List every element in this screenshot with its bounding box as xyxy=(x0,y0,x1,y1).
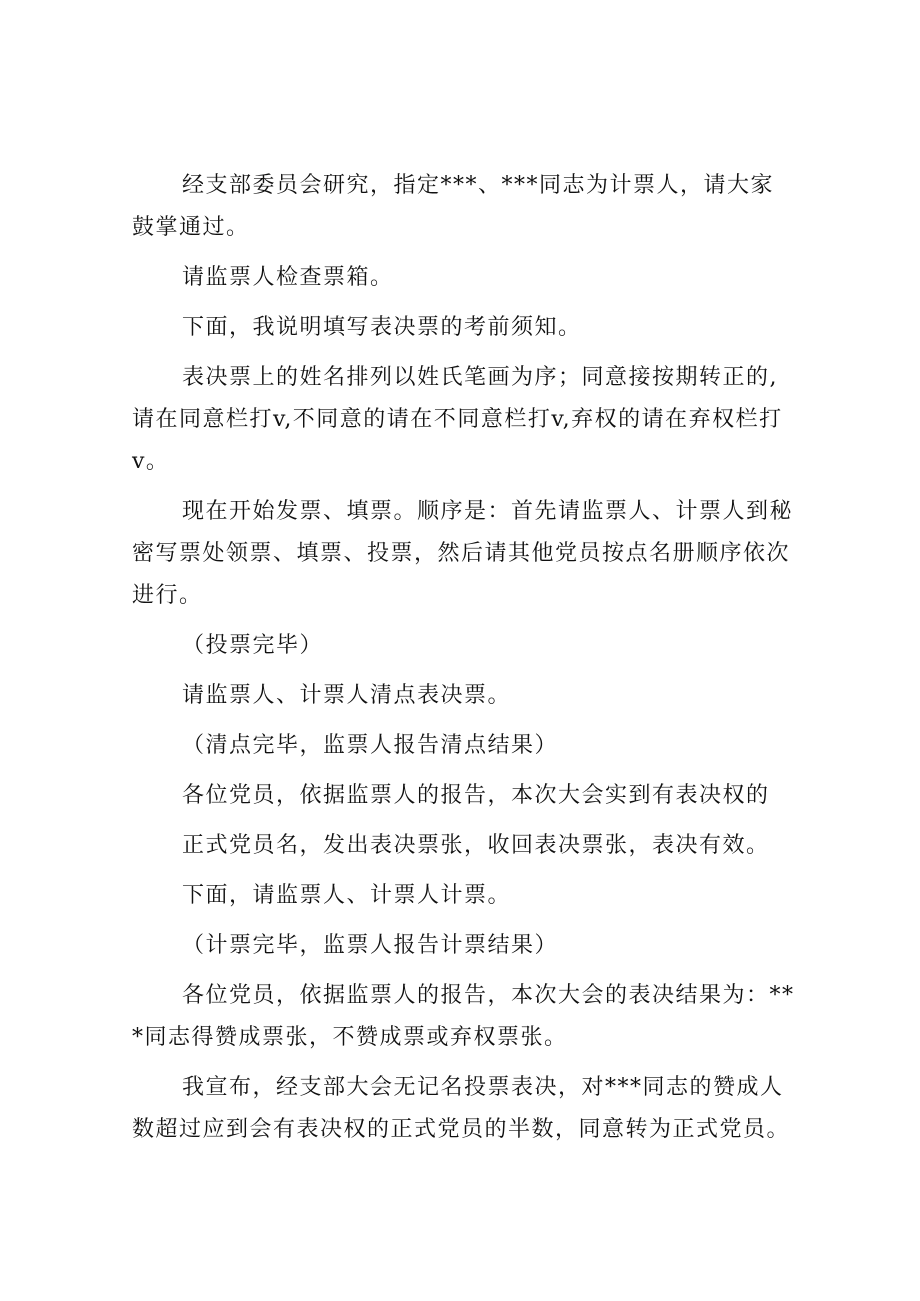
paragraph-count-ballots: 请监票人、计票人清点表决票。 xyxy=(182,683,512,708)
paragraph-announcement: 我宣布，经支部大会无记名投票表决，对***同志的赞成人数超过应到会有表决权的正式党员的半数，同意转为正式党员。 xyxy=(132,1075,791,1142)
paragraph-tally-complete: （计票完毕，监票人报告计票结果） xyxy=(182,933,559,958)
paragraph-tally-request: 下面，请监票人、计票人计票。 xyxy=(182,883,512,908)
paragraph-ballot-validity: 正式党员名，发出表决票张，收回表决票张，表决有效。 xyxy=(182,833,770,858)
paragraph-count-complete: （清点完毕，监票人报告清点结果） xyxy=(182,733,559,758)
document-body xyxy=(132,165,797,1159)
paragraph-ballot-instructions: 表决票上的姓名排列以姓氏笔画为序；同意接按期转正的,请在同意栏打v,不同意的请在不同意栏打v,弃权的请在弃权栏打v。 xyxy=(132,365,783,474)
paragraph-voting-complete: （投票完毕） xyxy=(182,633,324,658)
paragraph-teller-appointment: 经支部委员会研究，指定***、***同志为计票人，请大家鼓掌通过。 xyxy=(132,173,775,240)
paragraph-voting-order: 现在开始发票、填票。顺序是：首先请监票人、计票人到秘密写票处领票、填票、投票，然后请其他党员按点名册顺序依次进行。 xyxy=(132,499,794,608)
paragraph-vote-result: 各位党员，依据监票人的报告，本次大会的表决结果为：***同志得赞成票张，不赞成票或弃权票张。 xyxy=(132,983,795,1050)
paragraph-attendance-report: 各位党员，依据监票人的报告，本次大会实到有表决权的 xyxy=(182,783,770,808)
paragraph-check-ballot-box: 请监票人检查票箱。 xyxy=(182,265,394,290)
paragraph-ballot-instructions-intro: 下面，我说明填写表决票的考前须知。 xyxy=(182,315,582,340)
